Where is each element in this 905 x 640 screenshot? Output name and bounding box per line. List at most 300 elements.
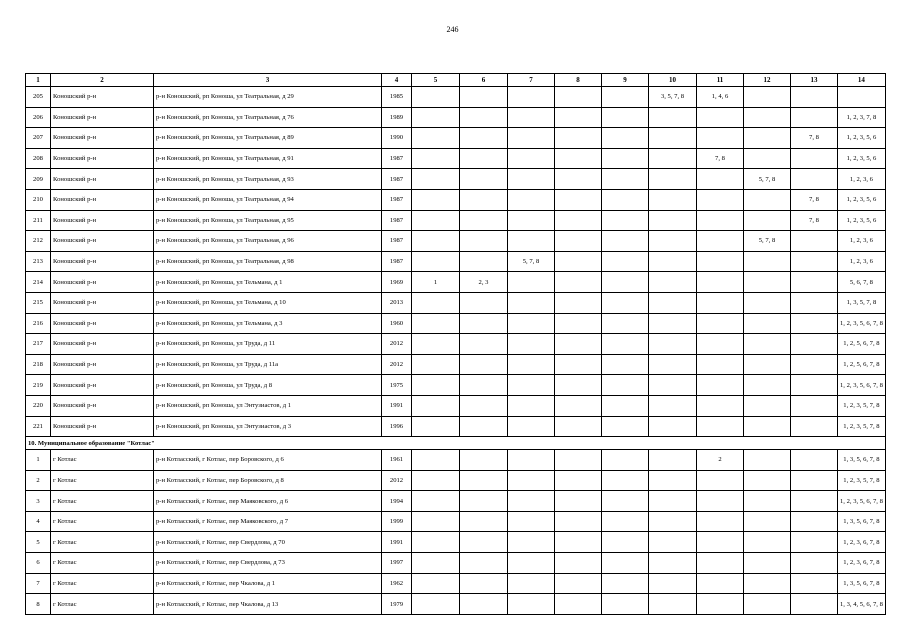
table-cell-col-12 (744, 553, 791, 574)
table-cell-col-3: р-н Котласский, г Котлас, пер Чкалова, д 1 (154, 573, 382, 594)
table-cell-col-7 (508, 416, 555, 437)
table-cell-col-3: р-н Коношский, рп Коноша, ул Театральная, д 98 (154, 251, 382, 272)
table-cell-col-11 (697, 553, 744, 574)
table-cell-col-8 (555, 148, 602, 169)
table-cell-col-11 (697, 470, 744, 491)
table-cell-col-10: 3, 5, 7, 8 (649, 87, 697, 108)
table-cell-col-5 (412, 231, 460, 252)
table-cell-col-3: р-н Коношский, рп Коноша, ул Театральная, д 91 (154, 148, 382, 169)
table-cell-col-13 (791, 375, 838, 396)
table-cell-col-12 (744, 416, 791, 437)
table-cell-col-9 (602, 87, 649, 108)
table-cell-col-1: 6 (26, 553, 51, 574)
table-row (26, 470, 886, 491)
table-cell-col-10 (649, 169, 697, 190)
table-cell-col-2: Коношский р-н (51, 87, 154, 108)
table-cell-col-3: р-н Коношский, рп Коноша, ул Театральная, д 89 (154, 128, 382, 149)
table-cell-col-6 (460, 231, 508, 252)
table-cell-col-11 (697, 272, 744, 293)
table-cell-col-5 (412, 169, 460, 190)
table-cell-col-13 (791, 416, 838, 437)
table-cell-col-5 (412, 573, 460, 594)
table-cell-col-8 (555, 416, 602, 437)
table-cell-col-6 (460, 169, 508, 190)
table-cell-col-8 (555, 87, 602, 108)
table-cell-col-1: 1 (26, 450, 51, 471)
table-cell-col-4: 2012 (382, 334, 412, 355)
table-cell-col-8 (555, 594, 602, 615)
table-cell-col-5 (412, 511, 460, 532)
table-cell-col-7 (508, 210, 555, 231)
table-cell-col-14: 1, 2, 3, 5, 7, 8 (838, 395, 886, 416)
table-cell-col-5 (412, 148, 460, 169)
table-cell-col-5 (412, 416, 460, 437)
table-cell-col-8 (555, 573, 602, 594)
table-cell-col-5 (412, 375, 460, 396)
table-cell-col-4: 1991 (382, 532, 412, 553)
table-row (26, 169, 886, 190)
table-cell-col-13 (791, 354, 838, 375)
table-cell-col-1: 211 (26, 210, 51, 231)
table-cell-col-13: 7, 8 (791, 189, 838, 210)
table-cell-col-14: 1, 2, 3, 6 (838, 251, 886, 272)
table-cell-col-5 (412, 189, 460, 210)
table-cell-col-6 (460, 334, 508, 355)
table-cell-col-7 (508, 87, 555, 108)
table-cell-col-5 (412, 210, 460, 231)
table-cell-col-8 (555, 169, 602, 190)
table-cell-col-8 (555, 231, 602, 252)
table-cell-col-9 (602, 594, 649, 615)
table-cell-col-11 (697, 189, 744, 210)
column-header-14: 14 (838, 74, 886, 87)
table-cell-col-11 (697, 334, 744, 355)
table-cell-col-14: 1, 3, 4, 5, 6, 7, 8 (838, 594, 886, 615)
table-cell-col-7 (508, 148, 555, 169)
table-cell-col-12 (744, 128, 791, 149)
table-row (26, 354, 886, 375)
table-cell-col-9 (602, 251, 649, 272)
table-cell-col-9 (602, 511, 649, 532)
table-cell-col-4: 1962 (382, 573, 412, 594)
table-row (26, 511, 886, 532)
table-cell-col-10 (649, 573, 697, 594)
table-cell-col-6 (460, 210, 508, 231)
table-row (26, 573, 886, 594)
table-cell-col-8 (555, 313, 602, 334)
table-cell-col-14: 1, 2, 3, 7, 8 (838, 107, 886, 128)
table-cell-col-14: 5, 6, 7, 8 (838, 272, 886, 293)
table-cell-col-6 (460, 148, 508, 169)
table-cell-col-10 (649, 107, 697, 128)
table-cell-col-13: 7, 8 (791, 210, 838, 231)
table-cell-col-10 (649, 354, 697, 375)
table-cell-col-3: р-н Коношский, рп Коноша, ул Тельмана, д 3 (154, 313, 382, 334)
column-header-6: 6 (460, 74, 508, 87)
table-cell-col-14 (838, 87, 886, 108)
table-cell-col-5 (412, 491, 460, 512)
table-cell-col-8 (555, 210, 602, 231)
table-cell-col-10 (649, 375, 697, 396)
table-cell-col-10 (649, 128, 697, 149)
table-cell-col-7 (508, 573, 555, 594)
table-cell-col-4: 1960 (382, 313, 412, 334)
table-cell-col-9 (602, 169, 649, 190)
table-cell-col-4: 1987 (382, 210, 412, 231)
column-header-7: 7 (508, 74, 555, 87)
table-row (26, 148, 886, 169)
table-cell-col-6 (460, 553, 508, 574)
table-cell-col-2: Коношский р-н (51, 375, 154, 396)
table-cell-col-4: 1994 (382, 491, 412, 512)
table-cell-col-6 (460, 491, 508, 512)
column-header-11: 11 (697, 74, 744, 87)
table-cell-col-2: Коношский р-н (51, 292, 154, 313)
table-row (26, 532, 886, 553)
table-cell-col-11 (697, 395, 744, 416)
table-cell-col-4: 1969 (382, 272, 412, 293)
table-cell-col-1: 219 (26, 375, 51, 396)
table-cell-col-1: 8 (26, 594, 51, 615)
table-cell-col-11 (697, 128, 744, 149)
table-cell-col-1: 209 (26, 169, 51, 190)
table-cell-col-2: Коношский р-н (51, 107, 154, 128)
table-cell-col-7 (508, 292, 555, 313)
table-cell-col-6 (460, 251, 508, 272)
table-cell-col-9 (602, 313, 649, 334)
table-cell-col-1: 2 (26, 470, 51, 491)
table-cell-col-2: Коношский р-н (51, 334, 154, 355)
table-cell-col-9 (602, 491, 649, 512)
table-cell-col-12 (744, 189, 791, 210)
table-cell-col-4: 1987 (382, 231, 412, 252)
table-cell-col-4: 2013 (382, 292, 412, 313)
table-cell-col-8 (555, 470, 602, 491)
table-cell-col-6 (460, 354, 508, 375)
column-header-4: 4 (382, 74, 412, 87)
table-cell-col-14: 1, 2, 3, 5, 6 (838, 189, 886, 210)
table-cell-col-11 (697, 491, 744, 512)
table-cell-col-3: р-н Коношский, рп Коноша, ул Театральная, д 29 (154, 87, 382, 108)
table-cell-col-11: 2 (697, 450, 744, 471)
table-cell-col-2: Коношский р-н (51, 189, 154, 210)
table-cell-col-6 (460, 532, 508, 553)
table-cell-col-1: 207 (26, 128, 51, 149)
table-cell-col-12 (744, 107, 791, 128)
table-cell-col-3: р-н Коношский, рп Коноша, ул Труда, д 11 (154, 334, 382, 355)
table-cell-col-10 (649, 511, 697, 532)
table-cell-col-3: р-н Коношский, рп Коноша, ул Театральная, д 93 (154, 169, 382, 190)
table-cell-col-2: Коношский р-н (51, 210, 154, 231)
table-cell-col-2: Коношский р-н (51, 416, 154, 437)
table-cell-col-10 (649, 491, 697, 512)
table-cell-col-9 (602, 375, 649, 396)
table-cell-col-2: Коношский р-н (51, 148, 154, 169)
table-cell-col-9 (602, 395, 649, 416)
table-cell-col-4: 1999 (382, 511, 412, 532)
table-cell-col-6 (460, 292, 508, 313)
table-cell-col-7 (508, 511, 555, 532)
table-cell-col-12 (744, 395, 791, 416)
table-cell-col-13 (791, 292, 838, 313)
table-cell-col-5 (412, 292, 460, 313)
table-cell-col-14: 1, 2, 3, 6, 7, 8 (838, 532, 886, 553)
table-cell-col-1: 5 (26, 532, 51, 553)
table-cell-col-7 (508, 272, 555, 293)
table-cell-col-4: 1989 (382, 107, 412, 128)
table-cell-col-9 (602, 189, 649, 210)
table-cell-col-3: р-н Котласский, г Котлас, пер Боровского, д 8 (154, 470, 382, 491)
table-cell-col-12 (744, 470, 791, 491)
table-cell-col-10 (649, 416, 697, 437)
table-cell-col-1: 7 (26, 573, 51, 594)
table-row (26, 416, 886, 437)
table-cell-col-10 (649, 553, 697, 574)
table-cell-col-9 (602, 470, 649, 491)
table-cell-col-14: 1, 2, 3, 6, 7, 8 (838, 553, 886, 574)
table-row (26, 251, 886, 272)
table-cell-col-12 (744, 375, 791, 396)
table-cell-col-9 (602, 334, 649, 355)
table-cell-col-6: 2, 3 (460, 272, 508, 293)
table-cell-col-3: р-н Коношский, рп Коноша, ул Энтузиастов, д 1 (154, 395, 382, 416)
table-cell-col-2: Коношский р-н (51, 395, 154, 416)
table-cell-col-9 (602, 450, 649, 471)
table-row (26, 334, 886, 355)
table-cell-col-4: 1997 (382, 553, 412, 574)
table-cell-col-10 (649, 395, 697, 416)
table-cell-col-2: г Котлас (51, 594, 154, 615)
column-header-8: 8 (555, 74, 602, 87)
column-header-3: 3 (154, 74, 382, 87)
table-row (26, 210, 886, 231)
table-cell-col-8 (555, 107, 602, 128)
table-cell-col-2: Коношский р-н (51, 128, 154, 149)
table-cell-col-10 (649, 210, 697, 231)
table-cell-col-7 (508, 395, 555, 416)
table-cell-col-8 (555, 128, 602, 149)
table-cell-col-2: Коношский р-н (51, 231, 154, 252)
table-cell-col-10 (649, 251, 697, 272)
table-cell-col-5 (412, 354, 460, 375)
table-cell-col-10 (649, 313, 697, 334)
table-cell-col-12 (744, 313, 791, 334)
table-cell-col-7 (508, 107, 555, 128)
table-cell-col-11 (697, 594, 744, 615)
table-row (26, 292, 886, 313)
table-cell-col-14: 1, 2, 3, 5, 6, 7, 8 (838, 313, 886, 334)
table-cell-col-14: 1, 2, 5, 6, 7, 8 (838, 354, 886, 375)
section-row (26, 437, 886, 450)
table-cell-col-12 (744, 594, 791, 615)
table-row (26, 553, 886, 574)
table-cell-col-3: р-н Коношский, рп Коноша, ул Театральная, д 94 (154, 189, 382, 210)
table-cell-col-14: 1, 3, 5, 6, 7, 8 (838, 573, 886, 594)
table-cell-col-9 (602, 272, 649, 293)
table-cell-col-4: 1961 (382, 450, 412, 471)
table-cell-col-12 (744, 511, 791, 532)
table-row (26, 450, 886, 471)
table-cell-col-11 (697, 416, 744, 437)
table-cell-col-9 (602, 107, 649, 128)
table-cell-col-11: 7, 8 (697, 148, 744, 169)
table-cell-col-11 (697, 511, 744, 532)
table-cell-col-13 (791, 107, 838, 128)
table-cell-col-4: 2012 (382, 354, 412, 375)
table-cell-col-11 (697, 210, 744, 231)
table-cell-col-3: р-н Котласский, г Котлас, пер Боровского, д 6 (154, 450, 382, 471)
table-cell-col-14: 1, 2, 3, 5, 6 (838, 210, 886, 231)
table-cell-col-14: 1, 3, 5, 6, 7, 8 (838, 511, 886, 532)
table-row (26, 128, 886, 149)
table-cell-col-6 (460, 313, 508, 334)
table-cell-col-13 (791, 511, 838, 532)
table-cell-col-13 (791, 148, 838, 169)
table-cell-col-10 (649, 450, 697, 471)
table-cell-col-5 (412, 313, 460, 334)
table-row (26, 395, 886, 416)
table-cell-col-6 (460, 395, 508, 416)
table-row (26, 87, 886, 108)
table-cell-col-10 (649, 231, 697, 252)
table-cell-col-4: 1987 (382, 169, 412, 190)
table-cell-col-3: р-н Коношский, рп Коноша, ул Театральная, д 76 (154, 107, 382, 128)
table-cell-col-11: 1, 4, 6 (697, 87, 744, 108)
table-cell-col-14: 1, 2, 3, 6 (838, 169, 886, 190)
table-cell-col-5 (412, 450, 460, 471)
table-cell-col-5 (412, 532, 460, 553)
table-cell-col-13 (791, 573, 838, 594)
table-cell-col-11 (697, 251, 744, 272)
table-cell-col-5 (412, 107, 460, 128)
table-cell-col-6 (460, 128, 508, 149)
table-cell-col-12 (744, 87, 791, 108)
table-cell-col-5 (412, 553, 460, 574)
table-cell-col-1: 220 (26, 395, 51, 416)
table-cell-col-3: р-н Коношский, рп Коноша, ул Энтузиастов, д 3 (154, 416, 382, 437)
table-row (26, 313, 886, 334)
table-cell-col-5 (412, 251, 460, 272)
table-cell-col-8 (555, 189, 602, 210)
table-cell-col-6 (460, 594, 508, 615)
table-cell-col-9 (602, 532, 649, 553)
table-cell-col-12 (744, 292, 791, 313)
column-header-10: 10 (649, 74, 697, 87)
table-cell-col-2: г Котлас (51, 532, 154, 553)
table-cell-col-9 (602, 416, 649, 437)
table-cell-col-11 (697, 169, 744, 190)
table-cell-col-7 (508, 470, 555, 491)
column-header-9: 9 (602, 74, 649, 87)
table-cell-col-2: Коношский р-н (51, 251, 154, 272)
table-cell-col-1: 3 (26, 491, 51, 512)
table-cell-col-5 (412, 470, 460, 491)
table-cell-col-1: 205 (26, 87, 51, 108)
table-cell-col-7 (508, 354, 555, 375)
table-cell-col-3: р-н Котласский, г Котлас, пер Маяковского, д 6 (154, 491, 382, 512)
table-cell-col-5: 1 (412, 272, 460, 293)
table-cell-col-13 (791, 169, 838, 190)
table-cell-col-10 (649, 470, 697, 491)
table-cell-col-11 (697, 573, 744, 594)
table-cell-col-1: 215 (26, 292, 51, 313)
table-cell-col-14: 1, 3, 5, 7, 8 (838, 292, 886, 313)
column-header-5: 5 (412, 74, 460, 87)
table-cell-col-12: 5, 7, 8 (744, 231, 791, 252)
column-header-1: 1 (26, 74, 51, 87)
table-cell-col-14: 1, 2, 5, 6, 7, 8 (838, 334, 886, 355)
table-cell-col-8 (555, 553, 602, 574)
table-cell-col-7 (508, 231, 555, 252)
table-cell-col-3: р-н Коношский, рп Коноша, ул Тельмана, д 1 (154, 272, 382, 293)
table-cell-col-5 (412, 395, 460, 416)
table-cell-col-11 (697, 532, 744, 553)
table-cell-col-11 (697, 354, 744, 375)
table-cell-col-9 (602, 354, 649, 375)
table-cell-col-11 (697, 375, 744, 396)
table-cell-col-6 (460, 450, 508, 471)
table-cell-col-7 (508, 553, 555, 574)
table-cell-col-4: 2012 (382, 470, 412, 491)
table-cell-col-10 (649, 532, 697, 553)
table-cell-col-1: 213 (26, 251, 51, 272)
table-cell-col-12 (744, 450, 791, 471)
table-cell-col-12 (744, 354, 791, 375)
table-cell-col-14: 1, 2, 3, 5, 6, 7, 8 (838, 375, 886, 396)
table-cell-col-9 (602, 210, 649, 231)
table-cell-col-2: Коношский р-н (51, 272, 154, 293)
table-cell-col-1: 208 (26, 148, 51, 169)
table-cell-col-13 (791, 491, 838, 512)
table-cell-col-10 (649, 148, 697, 169)
page-number: 246 (446, 25, 459, 34)
table-cell-col-2: Коношский р-н (51, 169, 154, 190)
table-cell-col-2: г Котлас (51, 450, 154, 471)
table-cell-col-14: 1, 2, 3, 5, 7, 8 (838, 416, 886, 437)
table-cell-col-12 (744, 210, 791, 231)
table-cell-col-1: 221 (26, 416, 51, 437)
table-cell-col-14: 1, 2, 3, 6 (838, 231, 886, 252)
table-cell-col-9 (602, 292, 649, 313)
table-cell-col-7 (508, 491, 555, 512)
table-cell-col-6 (460, 573, 508, 594)
table-row (26, 107, 886, 128)
table-cell-col-8 (555, 354, 602, 375)
column-header-12: 12 (744, 74, 791, 87)
table-cell-col-1: 216 (26, 313, 51, 334)
register-table (25, 73, 886, 615)
table-cell-col-3: р-н Коношский, рп Коноша, ул Труда, д 8 (154, 375, 382, 396)
table-cell-col-5 (412, 87, 460, 108)
table-cell-col-3: р-н Котласский, г Котлас, пер Свердлова, д 73 (154, 553, 382, 574)
table-cell-col-13 (791, 594, 838, 615)
table-cell-col-6 (460, 511, 508, 532)
table-cell-col-1: 218 (26, 354, 51, 375)
table-cell-col-1: 210 (26, 189, 51, 210)
table-cell-col-1: 217 (26, 334, 51, 355)
table-cell-col-2: г Котлас (51, 511, 154, 532)
table-cell-col-4: 1985 (382, 87, 412, 108)
table-cell-col-3: р-н Коношский, рп Коноша, ул Театральная, д 96 (154, 231, 382, 252)
table-cell-col-10 (649, 594, 697, 615)
table-cell-col-13 (791, 470, 838, 491)
table-cell-col-8 (555, 251, 602, 272)
table-cell-col-8 (555, 375, 602, 396)
table-cell-col-7 (508, 313, 555, 334)
table-cell-col-4: 1979 (382, 594, 412, 615)
table-cell-col-13 (791, 334, 838, 355)
table-cell-col-5 (412, 594, 460, 615)
